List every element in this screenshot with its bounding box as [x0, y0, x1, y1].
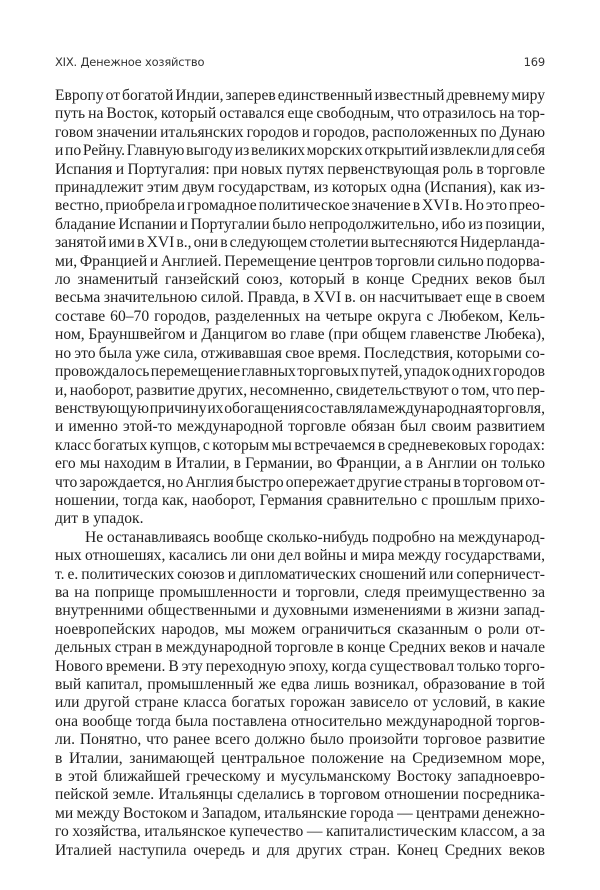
- page-number: 169: [523, 55, 545, 69]
- text-line: Не останавливаясь вообще сколько-нибудь подробно на международ-: [85, 528, 545, 546]
- text-line: ва на поприще промышленности и торговли, следя преимущественно за: [55, 583, 545, 601]
- text-line: в Италии, занимающей центральное положение на Средиземном море,: [55, 749, 545, 767]
- text-line: или другой стране класса богатых горожан зависело от условий, в какие: [55, 694, 545, 712]
- text-line: составе 60–70 городов, разделенных на четыре округа с Любеком, Кель-: [55, 307, 545, 325]
- paragraph: [55, 529, 545, 860]
- text-line: ноевропейских народов, мы можем ограничиться сказанным о роли от-: [55, 620, 545, 638]
- text-line: но это была уже сила, отживавшая свое время. Последствия, которыми со-: [55, 344, 545, 362]
- text-line: т. е. политических союзов и дипломатических сношений или соперничест-: [55, 565, 545, 583]
- running-header: [55, 55, 545, 71]
- text-line: принадлежит этим двум государствам, из которых одна (Испания), как из-: [55, 179, 545, 197]
- text-line: и именно этой-то международной торговле обязан был своим развитием: [55, 418, 545, 436]
- text-line: дит в упадок.: [55, 510, 144, 528]
- text-line: бладание Испании и Португалии было непродолжительно, ибо из позиции,: [55, 215, 545, 233]
- text-line: ношении, тогда как, наоборот, Германия сравнительно с прошлым прихо-: [55, 491, 545, 509]
- chapter-title: XIX. Денежное хозяйство: [55, 55, 205, 69]
- text-line: его мы находим в Италии, в Германии, во Франции, а в Англии он только: [55, 455, 545, 473]
- text-line: Нового времени. В эту переходную эпоху, когда существовал только торго-: [55, 657, 545, 675]
- text-line: что зарождается, но Англия быстро опережает другие страны в торговом от-: [55, 473, 545, 491]
- page-body-text: [55, 87, 545, 860]
- text-line: и, наоборот, развитие других, несомненно, свидетельствуют о том, что пер-: [55, 381, 545, 399]
- text-line: го хозяйства, итальянское купечество — капиталистическим классом, а за: [55, 823, 545, 841]
- text-line: ли. Понятно, что ранее всего должно было произойти торговое развитие: [55, 731, 545, 749]
- text-line: класс богатых купцов, с которым мы встречаемся в средневековых городах:: [55, 436, 545, 454]
- text-line: и по Рейну. Главную выгоду из великих морских открытий извлекли для себя: [55, 142, 545, 160]
- text-line: говом значении итальянских городов и городов, расположенных по Дунаю: [55, 123, 545, 141]
- text-line: ми между Востоком и Западом, итальянские города — центрами денежно-: [55, 804, 545, 822]
- text-line: провождалось перемещение главных торговых путей, упадок одних городов: [55, 363, 545, 381]
- text-line: вый капитал, промышленный же едва лишь возникал, образование в той: [55, 676, 545, 693]
- text-line: ло знаменитый ганзейский союз, который в конце Средних веков был: [55, 271, 545, 289]
- text-line: путь на Восток, который оставался еще свободным, что отразилось на тор-: [55, 105, 545, 123]
- text-line: ных отношешях, касались ли они дел войны и мира между государствами,: [55, 547, 545, 565]
- text-line: внутренними общественными и духовными изменениями в жизни запад-: [55, 602, 545, 620]
- text-line: вестно, приобрела и громадное политическое значение в XVI в. Но это прео-: [55, 197, 545, 215]
- text-line: Европу от богатой Индии, заперев единственный известный древнему миру: [55, 87, 545, 104]
- text-line: ми, Францией и Англией. Перемещение центров торговли сильно подорва-: [55, 252, 545, 270]
- text-line: венствующую причину их обогащения составляла международная торговля,: [55, 399, 545, 417]
- text-line: она вообще тогда была поставлена относительно международной торгов-: [55, 712, 545, 730]
- text-line: пейской земле. Итальянцы сделались в торговом отношении посредника-: [55, 786, 545, 804]
- text-line: весьма значительною силой. Правда, в XVI в. он насчитывает еще в своем: [55, 289, 545, 307]
- text-line: в этой ближайшей греческому и мусульманскому Востоку западноевро-: [55, 768, 545, 786]
- text-line: Италией наступила очередь и для других стран. Конец Средних веков: [55, 841, 545, 859]
- text-line: дельных стран в международной торговле в конце Средних веков и начале: [55, 639, 545, 657]
- text-line: занятой ими в XVI в., они в следующем столетии вытесняются Нидерланда-: [55, 234, 545, 252]
- text-line: ном, Брауншвейгом и Данцигом во главе (при общем главенстве Любека),: [55, 326, 545, 344]
- paragraph: [55, 87, 545, 529]
- text-line: Испания и Португалия: при новых путях первенствующая роль в торговле: [55, 160, 545, 178]
